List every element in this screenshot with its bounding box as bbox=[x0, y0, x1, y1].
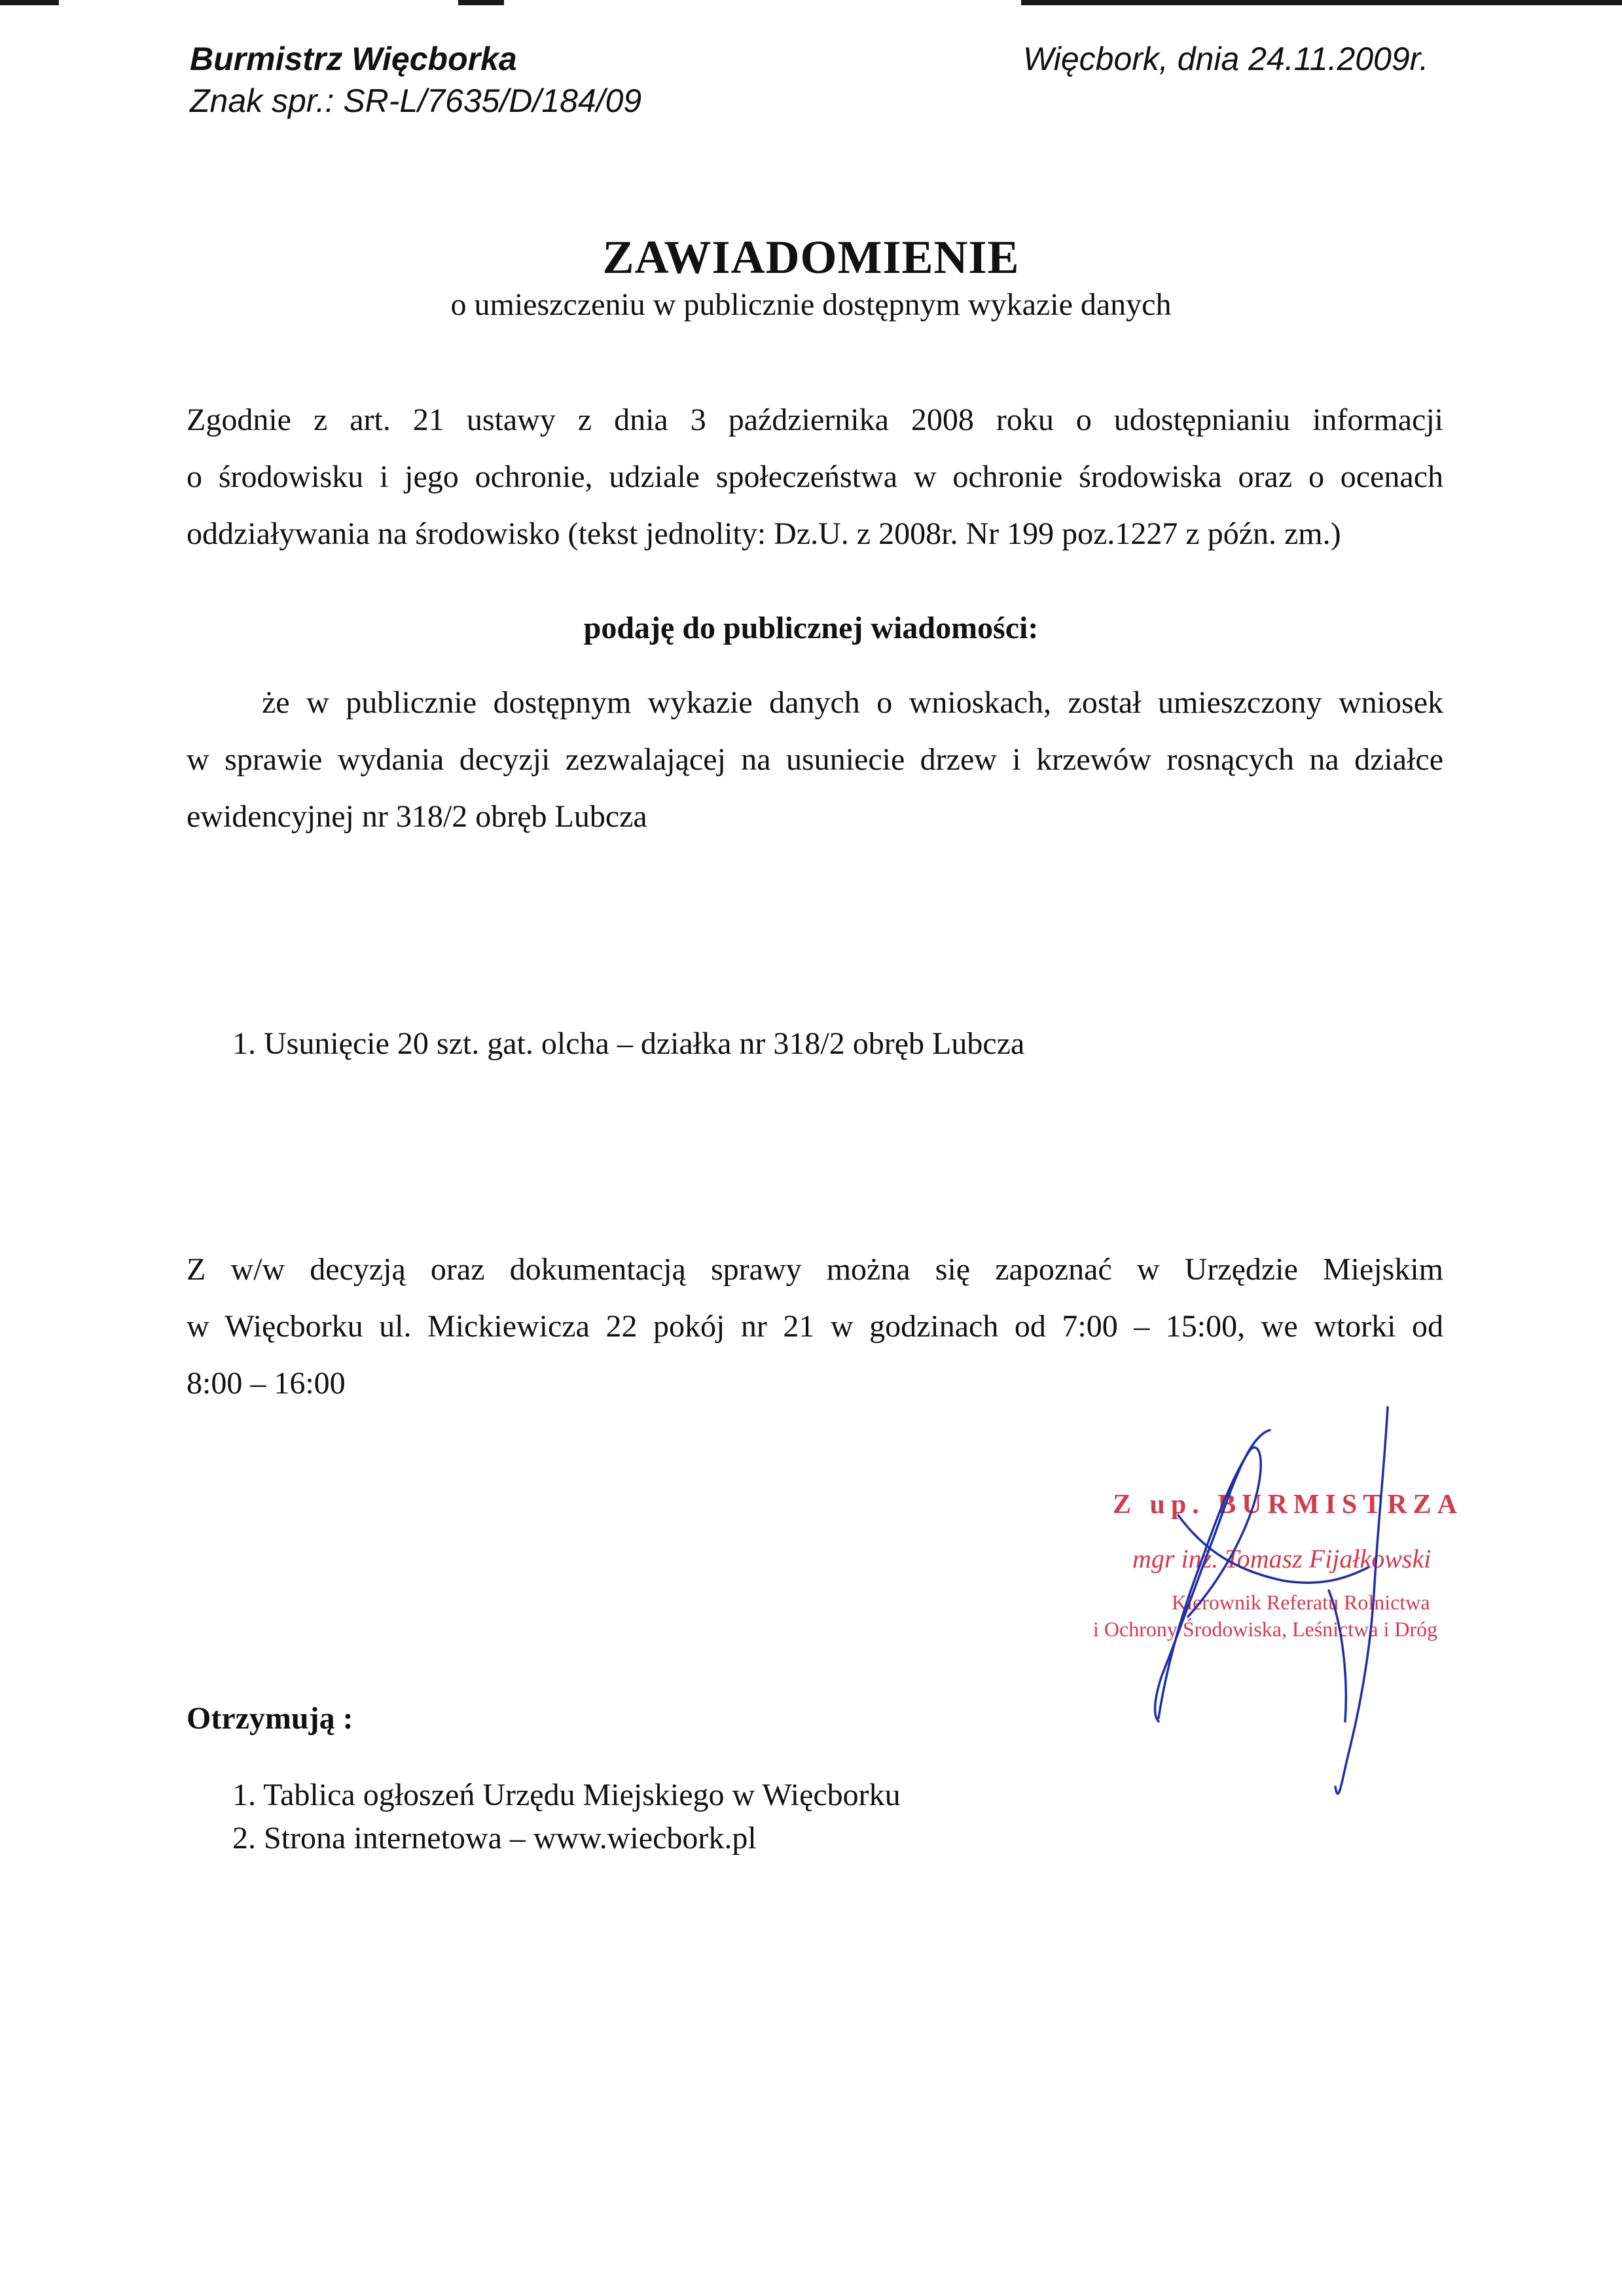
place-date: Więcbork, dnia 24.11.2009r. bbox=[1023, 41, 1429, 77]
paragraph-line: ewidencyjnej nr 318/2 obręb Lubcza bbox=[187, 799, 647, 834]
paragraph-line: Zgodnie z art. 21 ustawy z dnia 3 października 2008 roku o udostępnianiu informacji bbox=[187, 403, 1443, 437]
paragraph-line: 8:00 – 16:00 bbox=[187, 1366, 346, 1401]
stamp-official-name: mgr inż. Tomasz Fijałkowski bbox=[1132, 1544, 1432, 1573]
paragraph-line: Z w/w decyzją oraz dokumentacją sprawy można się zapoznać w Urzędzie Miejskim bbox=[187, 1252, 1443, 1287]
list-item: 1. Usunięcie 20 szt. gat. olcha – działka nr 318/2 obręb Lubcza bbox=[232, 1026, 1025, 1061]
reference-number: Znak spr.: SR-L/7635/D/184/09 bbox=[190, 82, 642, 119]
stamp-authorization: Z up. BURMISTRZA bbox=[1113, 1490, 1463, 1520]
office-name: Burmistrz Więcborka bbox=[190, 41, 517, 77]
recipients-list bbox=[232, 1774, 901, 1860]
paragraph-line: że w publicznie dostępnym wykazie danych o wnioskach, został umieszczony wniosek bbox=[262, 685, 1443, 720]
paragraph-line: oddziaływania na środowisko (tekst jednolity: Dz.U. z 2008r. Nr 199 poz.1227 z późn. zm.) bbox=[187, 516, 1341, 551]
recipients-heading: Otrzymują : bbox=[187, 1701, 353, 1736]
list-item: 1. Tablica ogłoszeń Urzędu Miejskiego w Więcborku bbox=[232, 1778, 901, 1812]
paragraph-line: o środowisku i jego ochronie, udziale społeczeństwa w ochronie środowiska oraz o ocenach bbox=[187, 459, 1443, 494]
stamp-department: i Ochrony Środowiska, Leśnictwa i Dróg bbox=[1093, 1617, 1438, 1641]
paragraph-line: w Więcborku ul. Mickiewicza 22 pokój nr 21 w godzinach od 7:00 – 15:00, we wtorki od bbox=[187, 1309, 1443, 1344]
stamp-position: Kierownik Referatu Rolnictwa bbox=[1172, 1590, 1430, 1614]
document-title: ZAWIADOMIENIE bbox=[602, 231, 1020, 283]
document-subtitle: o umieszczeniu w publicznie dostępnym wykazie danych bbox=[450, 287, 1172, 322]
announcement-heading: podaję do publicznej wiadomości: bbox=[583, 611, 1039, 645]
list-item: 2. Strona internetowa – www.wiecbork.pl bbox=[232, 1821, 757, 1856]
paragraph-line: w sprawie wydania decyzji zezwalającej na usuniecie drzew i krzewów rosnących na działce bbox=[187, 742, 1443, 777]
